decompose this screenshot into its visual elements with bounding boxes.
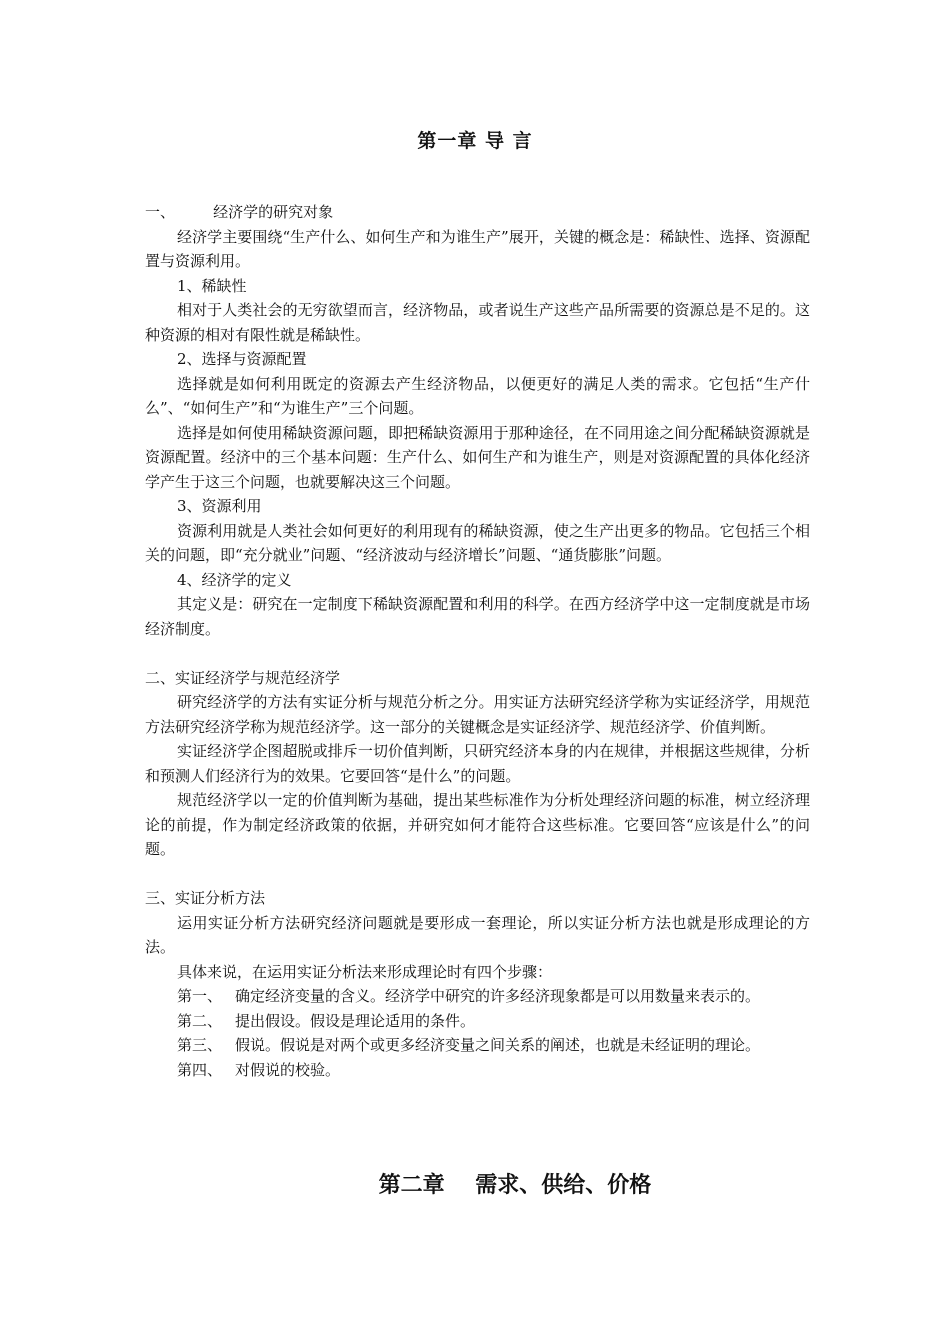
step-item	[145, 984, 810, 1009]
section3-heading: 三、实证分析方法	[145, 889, 266, 907]
step-text: 假说。假说是对两个或更多经济变量之间关系的阐述，也就是未经证明的理论。	[235, 1036, 761, 1054]
step-label: 第三、	[177, 1036, 223, 1054]
step-label: 第四、	[177, 1060, 223, 1079]
chapter2-title: 第二章 需求、供给、价格	[378, 1172, 652, 1198]
spacer	[145, 862, 810, 887]
spacer	[145, 641, 810, 666]
paragraph: 其定义是：研究在一定制度下稀缺资源配置和利用的科学。在西方经济学中这一定制度就是市场经济制度。	[145, 595, 810, 638]
step-label: 第一、	[177, 987, 223, 1005]
step-text: 提出假设。假设是理论适用的条件。	[235, 1011, 476, 1030]
section1-heading: 一、 经济学的研究对象	[145, 203, 334, 221]
paragraph: 资源利用就是人类社会如何更好的利用现有的稀缺资源，使之生产出更多的物品。它包括三个相关的问题，即“充分就业”问题、“经济波动与经济增长”问题、“通货膨胀”问题。	[145, 521, 810, 564]
paragraph: 具体来说，在运用实证分析法来形成理论时有四个步骤：	[177, 962, 553, 981]
paragraph: 选择就是如何利用既定的资源去产生经济物品，以便更好的满足人类的需求。它包括“生产什么”、“如何生产”和“为谁生产”三个问题。	[145, 374, 810, 417]
paragraph: 规范经济学以一定的价值判断为基础，提出某些标准作为分析处理经济问题的标准，树立经济理论的前提，作为制定经济政策的依据，并研究如何才能符合这些标准。它要回答“应该是什么”的问题。	[145, 791, 810, 858]
step-item	[145, 1009, 810, 1034]
paragraph: 运用实证分析方法研究经济问题就是要形成一套理论，所以实证分析方法也就是形成理论的方法。	[145, 913, 810, 956]
step-label: 第二、	[177, 1011, 223, 1030]
paragraph: 研究经济学的方法有实证分析与规范分析之分。用实证方法研究经济学称为实证经济学，用规范方法研究经济学称为规范经济学。这一部分的关键概念是实证经济学、规范经济学、价值判断。	[145, 693, 810, 736]
chapter1-title: 第一章 导 言	[417, 130, 533, 152]
section2-heading: 二、实证经济学与规范经济学	[145, 668, 341, 687]
subsection-title: 4、经济学的定义	[177, 570, 292, 589]
paragraph: 选择是如何使用稀缺资源问题，即把稀缺资源用于那种途径，在不同用途之间分配稀缺资源就是资源配置。经济中的三个基本问题：生产什么、如何生产和为谁生产，则是对资源配置的具体化经济学产生于这三个问题，也就要解决这三个问题。	[145, 423, 810, 491]
subsection-title: 2、选择与资源配置	[177, 350, 307, 368]
paragraph: 实证经济学企图超脱或排斥一切价值判断，只研究经济本身的内在规律，并根据这些规律，分析和预测人们经济行为的效果。它要回答“是什么”的问题。	[145, 742, 810, 785]
step-item	[145, 1058, 810, 1083]
paragraph: 相对于人类社会的无穷欲望而言，经济物品，或者说生产这些产品所需要的资源总是不足的。这种资源的相对有限性就是稀缺性。	[145, 301, 810, 344]
subsection-title: 1、稀缺性	[177, 276, 247, 295]
step-item	[145, 1033, 810, 1058]
subsection-title: 3、资源利用	[177, 497, 262, 515]
document-body	[145, 200, 810, 1082]
section1-intro: 经济学主要围绕“生产什么、如何生产和为谁生产”展开，关键的概念是：稀缺性、选择、资源配置与资源利用。	[145, 227, 810, 270]
step-text: 确定经济变量的含义。经济学中研究的许多经济现象都是可以用数量来表示的。	[235, 987, 761, 1005]
step-text: 对假说的校验。	[235, 1060, 341, 1079]
